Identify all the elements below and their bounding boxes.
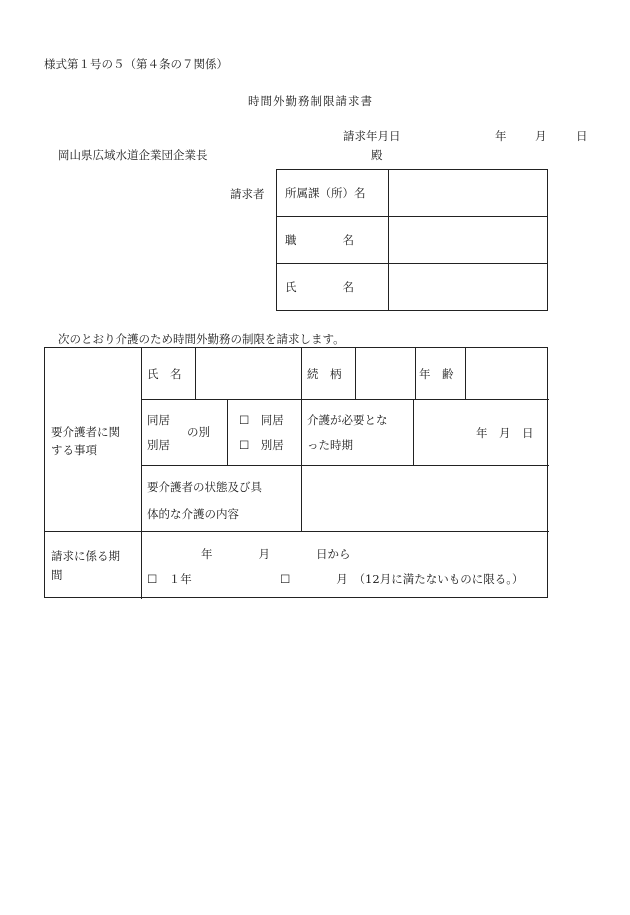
name-field[interactable] xyxy=(389,264,548,311)
care-need-time-label-1: 介護が必要とな xyxy=(307,413,388,427)
period-label-2: 間 xyxy=(51,568,63,582)
page-title: 時間外勤務制限請求書 xyxy=(248,94,373,108)
age-label: 年 齢 xyxy=(419,367,454,381)
care-need-time-label-2: った時期 xyxy=(307,438,353,452)
name-label: 氏 名 xyxy=(277,264,389,311)
cohab-option[interactable]: ☐ 同居 xyxy=(239,413,284,427)
position-field[interactable] xyxy=(389,217,548,264)
care-request-grid xyxy=(44,347,548,598)
request-date-label: 請求年月日 xyxy=(343,129,401,143)
addressee-name: 岡山県広域水道企業団企業長 xyxy=(58,148,208,162)
care-status-label-1: 要介護者の状態及び具 xyxy=(147,480,262,494)
period-label-1: 請求に係る期 xyxy=(51,549,120,563)
request-date-month: 月 xyxy=(535,129,547,143)
care-name-label: 氏 名 xyxy=(147,367,182,381)
intro-text: 次のとおり介護のため時間外勤務の制限を請求します。 xyxy=(58,332,345,346)
table-row xyxy=(277,217,548,264)
requester-label: 請求者 xyxy=(230,187,265,201)
requester-table xyxy=(276,169,548,311)
months-option[interactable]: ☐ 月 （12月に満たないものに限る。） xyxy=(280,572,524,586)
one-year-option[interactable]: ☐ １年 xyxy=(147,572,192,586)
cohab-label-1: 同居 xyxy=(147,413,170,427)
care-need-date: 年 月 日 xyxy=(476,426,534,440)
care-section-label-2: する事項 xyxy=(51,443,97,457)
department-field[interactable] xyxy=(389,170,548,217)
care-status-label-2: 体的な介護の内容 xyxy=(147,507,239,521)
table-row xyxy=(277,264,548,311)
period-from-line: 年 月 日から xyxy=(201,547,351,561)
department-label: 所属課（所）名 xyxy=(277,170,389,217)
table-row xyxy=(277,170,548,217)
cohab-label-3: 別居 xyxy=(147,438,170,452)
care-section-label-1: 要介護者に関 xyxy=(51,425,120,439)
relation-label: 続 柄 xyxy=(307,367,342,381)
addressee-honorific: 殿 xyxy=(371,148,383,162)
position-label: 職 名 xyxy=(277,217,389,264)
form-number: 様式第１号の５（第４条の７関係） xyxy=(44,57,228,71)
cohab-label-2: の別 xyxy=(187,425,210,439)
request-date-day: 日 xyxy=(576,129,588,143)
request-date-year: 年 xyxy=(495,129,507,143)
separate-option[interactable]: ☐ 別居 xyxy=(239,438,284,452)
